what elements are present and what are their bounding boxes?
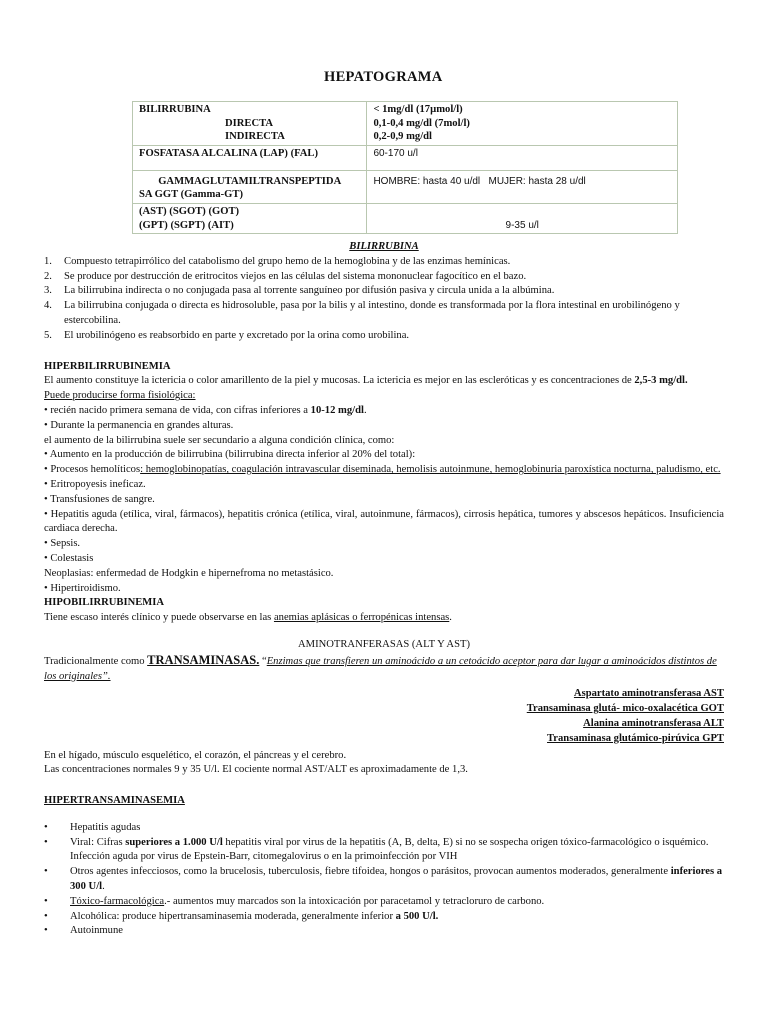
paragraph: Puede producirse forma fisiológica: bbox=[44, 390, 196, 402]
paragraph: Las concentraciones normales 9 y 35 U/l. El cociente normal AST/ALT es aproximadamente de 1,3. bbox=[44, 764, 468, 776]
table-row bbox=[133, 145, 678, 170]
paragraph: Neoplasias: enfermedad de Hodgkin e hipernefroma no metastásico. bbox=[44, 567, 334, 579]
page-title: HEPATOGRAMA bbox=[324, 69, 443, 85]
bullet-line: • Transfusiones de sangre. bbox=[44, 493, 155, 505]
table-cell-label: FOSFATASA ALCALINA (LAP) (FAL) bbox=[133, 145, 367, 170]
section-heading-hiperbilirrubinemia: HIPERBILIRRUBINEMIA bbox=[44, 360, 171, 372]
reference-values-table bbox=[132, 101, 678, 234]
paragraph: Tiene escaso interés clínico y puede observarse en las anemias aplásicas o ferropénicas intensas. bbox=[44, 612, 452, 624]
hipertransaminasemia-list bbox=[44, 821, 724, 939]
list-item: • Alcohólica: produce hipertransaminasemia moderada, generalmente inferior a 500 U/l. bbox=[44, 910, 439, 922]
table-cell-value: < 1mg/dl (17µmol/l) 0,1-0,4 mg/dl (7mol/l) 0,2-0,9 mg/dl bbox=[367, 102, 678, 146]
table-row bbox=[133, 102, 678, 146]
table-row bbox=[133, 203, 678, 233]
paragraph: En el hígado, músculo esquelético, el corazón, el páncreas y el cerebro. bbox=[44, 749, 347, 761]
bullet-line: • recién nacido primera semana de vida, con cifras inferiores a 10-12 mg/dl. bbox=[44, 404, 367, 416]
enzyme-name: Transaminasa glutá- mico-oxalacética GOT bbox=[526, 703, 724, 715]
section-heading-hipertransaminasemia: HIPERTRANSAMINASEMIA bbox=[44, 795, 185, 807]
bullet-line: • Colestasis bbox=[44, 552, 94, 564]
list-item: • Otros agentes infecciosos, como la brucelosis, tuberculosis, fiebre tifoidea, hongos o parásitos, provocan aumentos moderados, generalmente inferiores a 300 U/l. bbox=[44, 866, 723, 893]
paragraph: Tradicionalmente como TRANSAMINASAS. “Enzimas que transfieren un aminoácido a un cetoácido aceptor para dar lugar a aminoácidos distintos de los originales”. bbox=[44, 652, 717, 682]
list-item: 2. Se produce por destrucción de eritrocitos viejos en las células del sistema mononuclear fagocítico en el bazo. bbox=[44, 270, 527, 282]
section-heading-hipobilirrubinemia: HIPOBILIRRUBINEMIA bbox=[44, 597, 165, 609]
list-item: 1. Compuesto tetrapirrólico del catabolismo del grupo hemo de la hemoglobina y de las enzimas hemínicas. bbox=[44, 255, 511, 267]
bullet-line: • Hipertiroidismo. bbox=[44, 582, 121, 594]
bullet-line: • Procesos hemolíticos: hemoglobinopatías, coagulación intravascular diseminada, hemolisis autoinmune, hemoglobinuria paroxística nocturna, paludismo, etc. bbox=[44, 464, 721, 476]
paragraph: El aumento constituye la ictericia o color amarillento de la piel y mucosas. La ictericia es mejor en las escleróticas y es concentraciones de 2,5-3 mg/dl. bbox=[44, 375, 688, 387]
bullet-line: • Eritropoyesis ineficaz. bbox=[44, 478, 146, 490]
table-cell-label: BILIRRUBINA DIRECTA INDIRECTA bbox=[133, 102, 367, 146]
list-item: • Tóxico-farmacológica.- aumentos muy marcados son la intoxicación por paracetamol y tetracloruro de carbono. bbox=[44, 895, 545, 907]
document-body bbox=[44, 240, 724, 939]
bullet-line: • Sepsis. bbox=[44, 538, 81, 550]
list-item: • Hepatitis agudas bbox=[44, 821, 141, 833]
table-row bbox=[133, 170, 678, 203]
enzyme-name: Aspartato aminotransferasa AST bbox=[573, 688, 724, 700]
table-cell-label: GAMMAGLUTAMILTRANSPEPTIDA SA GGT (Gamma-GT) bbox=[133, 170, 367, 203]
list-item: • Viral: Cifras superiores a 1.000 U/l hepatitis viral por virus de la hepatitis (A, B, delta, E) si no se sospecha origen tóxico-farmacológico o isquémico. Infección aguda por virus de Epstein-Barr, citomegalovirus o en la primoinfección por VIH bbox=[44, 836, 709, 863]
table-cell-value: 60-170 u/l bbox=[367, 145, 678, 170]
enzyme-name: Alanina aminotransferasa ALT bbox=[583, 717, 724, 729]
paragraph: el aumento de la bilirrubina suele ser secundario a alguna condición clínica, como: bbox=[44, 434, 395, 446]
list-item: • Autoinmune bbox=[44, 925, 123, 937]
list-item: 4. La bilirrubina conjugada o directa es hidrosoluble, pasa por la bilis y al intestino, donde es transformada por la flora intestinal en urobilinógeno y estercobilina. bbox=[44, 300, 680, 326]
table-cell-label: (AST) (SGOT) (GOT) (GPT) (SGPT) (AIT) bbox=[133, 203, 367, 233]
list-item: 5. El urobilinógeno es reabsorbido en parte y excretado por la orina como urobilina. bbox=[44, 329, 410, 341]
bilirrubina-list bbox=[44, 255, 724, 344]
table-cell-value: HOMBRE: hasta 40 u/dl MUJER: hasta 28 u/dl bbox=[367, 170, 678, 203]
list-item: 3. La bilirrubina indirecta o no conjugada pasa al torrente sanguíneo por difusión pasiva y circula unida a la albúmina. bbox=[44, 285, 555, 297]
bullet-line: • Aumento en la producción de bilirrubina (bilirrubina directa inferior al 20% del total): bbox=[44, 449, 416, 461]
bullet-line: • Hepatitis aguda (etílica, viral, fármacos), hepatitis crónica (etílica, viral, autoinmune, fármacos), cirrosis hepática, tumores y abscesos hepáticos. Insuficiencia cardiaca derecha. bbox=[44, 508, 724, 535]
section-heading-aminotranferasas: AMINOTRANFERASAS (ALT Y AST) bbox=[298, 638, 470, 650]
enzyme-name: Transaminasa glutámico-pirúvica GPT bbox=[547, 732, 724, 744]
bullet-line: • Durante la permanencia en grandes alturas. bbox=[44, 419, 234, 431]
section-heading-bilirrubina: BILIRRUBINA bbox=[349, 241, 419, 252]
table-cell-value: 9-35 u/l bbox=[367, 203, 678, 233]
